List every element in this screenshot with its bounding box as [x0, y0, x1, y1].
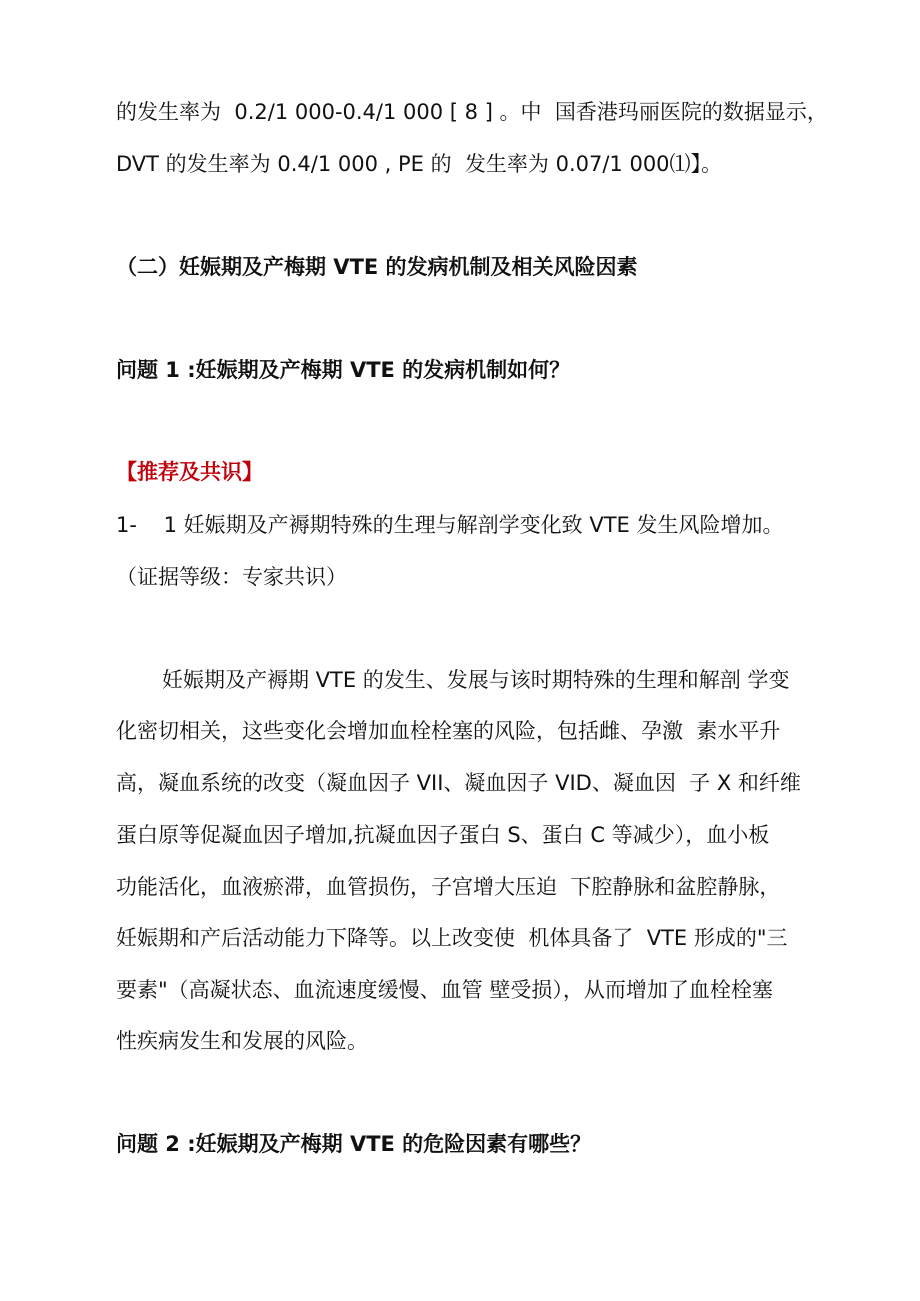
question-2-heading: 问题 2 :妊娠期及产梅期 VTE 的危险因素有哪些？	[116, 1132, 592, 1156]
intro-line-1: 的发生率为 0.2/1 000-0.4/1 000 [ 8 ] 。中 国香港玛丽医院的数据显示，	[116, 100, 828, 124]
paragraph-line-6: 妊娠期和产后活动能力下降等。以上改变使 机体具备了 VTE 形成的"三	[116, 926, 788, 950]
recommendation-label: 【推荐及共识】	[116, 460, 263, 484]
paragraph-line-8: 性疾病发生和发展的风险。	[116, 1029, 368, 1053]
paragraph-line-1: 妊娠期及产褥期 VTE 的发生、发展与该时期特殊的生理和解剖 学变	[162, 668, 790, 692]
section-heading: （二）妊娠期及产梅期 VTE 的发病机制及相关风险因素	[116, 255, 638, 279]
intro-line-2: DVT 的发生率为 0.4/1 000 , PE 的 发生率为 0.07/1 000⑴】。	[116, 152, 723, 176]
recommendation-line-2: （证据等级：专家共识）	[116, 565, 347, 589]
recommendation-line-1: 1- 1 妊娠期及产褥期特殊的生理与解剖学变化致 VTE 发生风险增加。	[116, 513, 784, 537]
paragraph-line-4: 蛋白原等促凝血因子增加,抗凝血因子蛋白 S、蛋白 C 等减少），血小板	[116, 823, 770, 847]
paragraph-line-7: 要素"（高凝状态、血流速度缓慢、血管 壁受损），从而增加了血栓栓塞	[116, 978, 773, 1002]
paragraph-line-2: 化密切相关，这些变化会增加血栓栓塞的风险，包括雌、孕激 素水平升	[116, 719, 781, 743]
paragraph-line-3: 高，凝血系统的改变（凝血因子 VII、凝血因子 VID、凝血因 子 X 和纤维	[116, 771, 801, 795]
question-1-heading: 问题 1 :妊娠期及产梅期 VTE 的发病机制如何？	[116, 358, 571, 382]
paragraph-line-5: 功能活化，血液瘀滞，血管损伤，子宫增大压迫 下腔静脉和盆腔静脉，	[116, 875, 781, 899]
